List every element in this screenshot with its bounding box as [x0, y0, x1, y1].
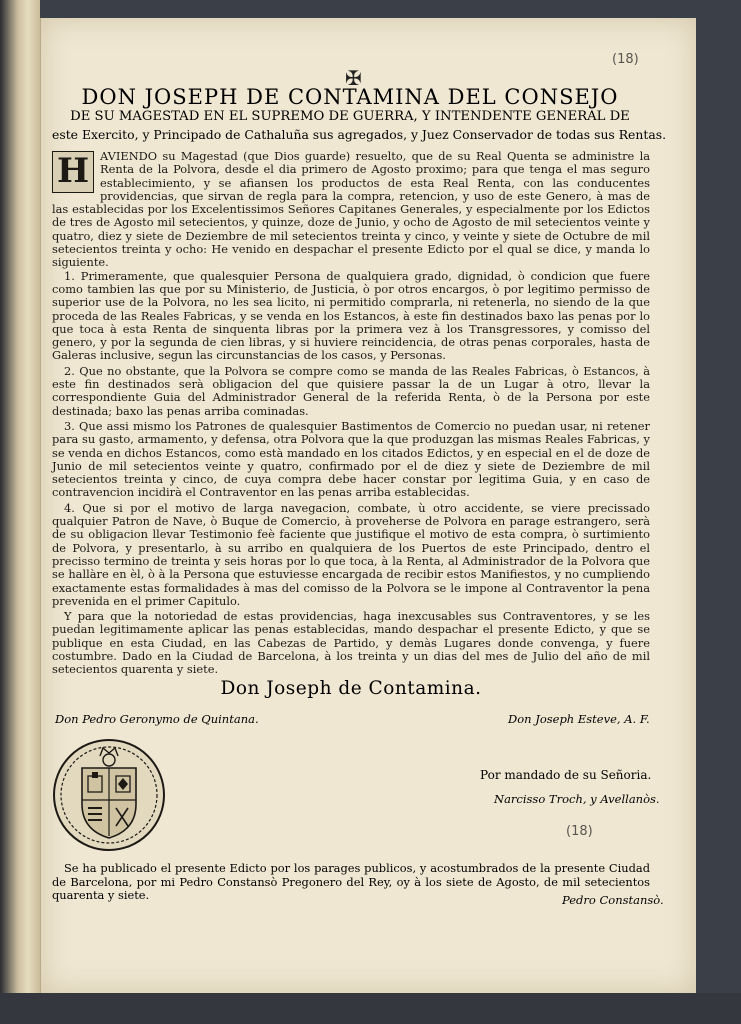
- clerk-signature: Narcisso Troch, y Avellanòs.: [494, 792, 660, 806]
- scan-background: [0, 993, 741, 1024]
- intro-text: AVIENDO su Magestad (que Dios guarde) resuelto, que de su Real Quenta se administre la Renta de la Polvora, desde el dia primero de Agosto proximo; para que tenga el mas seguro establecimiento, y se afiansen los productos de esta Real Renta, con las conducentes providencias, que sirvan de regla para la compra, retencion, y uso de este Genero, à mas de las establecidas por los Excelentissimos Señores Capitanes Generales, y especialmente por los Edictos de tres de Agosto mil setecientos, y quinze, doze de Junio, y ocho de Agosto de mil setecientos veinte y quatro, diez y siete de Deziembre de mil setecientos treinta y cinco, y veinte y siete de Octubre de mil setecientos treinta y ocho: He venido en despachar el presente Edicto por el qual se dice, y manda lo siguiente.: [52, 149, 650, 270]
- main-signature: Don Joseph de Contamina.: [220, 678, 482, 699]
- folio-number-middle: (18): [566, 824, 593, 839]
- article-3: 3. Que assi mismo los Patrones de qualesquier Bastimentos de Comercio no puedan usar, ni retener para su gasto, armamento, y defensa, otra Polvora que la que produzgan las mismas Reales Fabricas, y se venda en dichos Estancos, como està mandado en los citados Edictos, y en especial en el de doze de Junio de mil setecientos veinte y quatro, confirmado por el de diez y siete de Deziembre de mil setecientos treinta y cinco, de cuya compra debe hacer constar por legitima Guia, y en caso de contravencion incidirà el Contraventor en las penas arriba establecidas.: [52, 418, 650, 500]
- cross-ornament: ✠: [345, 66, 362, 90]
- by-order-text: Por mandado de su Señoria.: [480, 768, 652, 782]
- folio-number-top: (18): [612, 52, 639, 67]
- edict-body: [52, 150, 650, 679]
- intro-paragraph: [52, 150, 650, 270]
- title-line-3: este Exercito, y Principado de Cathaluña sus agregados, y Juez Conservador de todas sus Rentas.: [52, 127, 667, 142]
- title-line-2: DE SU MAGESTAD EN EL SUPREMO DE GUERRA, Y INTENDENTE GENERAL DE: [70, 109, 630, 124]
- article-2: 2. Que no obstante, que la Polvora se compre como se manda de las Reales Fabricas, ò Estancos, à este fin destinados serà obligacion del que quisiere passar la de un Lugar à otro, llevar la correspondiente Guia del Administrador General de la referida Renta, ò de la Persona por este destinada; baxo las penas arriba cominadas.: [52, 363, 650, 418]
- title-line-1: DON JOSEPH DE CONTAMINA DEL CONSEJO: [81, 85, 619, 109]
- royal-seal-icon: [52, 738, 166, 852]
- article-4: 4. Que si por el motivo de larga navegacion, combate, ù otro accidente, se viere precissado qualquier Patron de Nave, ò Buque de Comercio, à proveherse de Polvora en parage estrangero, serà de su obligacion llevar Testimonio feè faciente que justifique el motivo de esta compra, ò surtimiento de Polvora, y presentarlo, à su arribo en qualquiera de los Puertos de este Principado, dentro el precisso termino de treinta y seis horas por lo que toca, à la Renta, al Administrador de la Polvora que se hallàre en èl, ò à la Persona que estuviesse encargada de recibir estos Manifiestos, y no cumpliendo exactamente estas formalidades à mas del comisso de la Polvora se le impone al Contraventor la pena prevenida en el primer Capitulo.: [52, 500, 650, 608]
- book-spine: [0, 0, 40, 1024]
- decorated-initial: H: [52, 151, 94, 193]
- publication-text: Se ha publicado el presente Edicto por los parages publicos, y acostumbrados de la presente Ciudad de Barcelona, por mi Pedro Constansò Pregonero del Rey, oy à los siete de Agosto, de mil setecientos quarenta y siete.: [52, 861, 650, 902]
- article-1: 1. Primeramente, que qualesquier Persona de qualquiera grado, dignidad, ò condicion que fuere como tambien las que por su Ministerio, de Justicia, ò por otros encargos, ò por legitimo permisso de superior use de la Polvora, no les sea licito, ni permitido comprarla, ni retenerla, no siendo de la que proceda de las Reales Fabricas, y se venda en los Estancos, à este fin destinados baxo las penas por lo que toca à esta Renta de sinquenta libras por la primera vez à los Transgressores, y comisso del genero, y por la segunda de cien libras, y si huviere reincidencia, de otras penas corporales, hasta de Galeras inclusive, segun las circunstancias de los casos, y Personas.: [52, 268, 650, 363]
- closing-paragraph: Y para que la notoriedad de estas providencias, haga inexcusables sus Contraventores, y se les puedan legitimamente aplicar las penas establecidas, mando despachar el presente Edicto, y que se publique en esta Ciudad, en las Cabezas de Partido, y demàs Lugares donde convenga, y fuere costumbre. Dado en la Ciudad de Barcelona, à los treinta y un dias del mes de Julio del año de mil setecientos quarenta y siete.: [52, 609, 650, 677]
- signature-left: Don Pedro Geronymo de Quintana.: [55, 712, 259, 726]
- crier-signature: Pedro Constansò.: [562, 893, 664, 907]
- publication-note: [52, 862, 650, 903]
- signature-right: Don Joseph Esteve, A. F.: [508, 712, 650, 726]
